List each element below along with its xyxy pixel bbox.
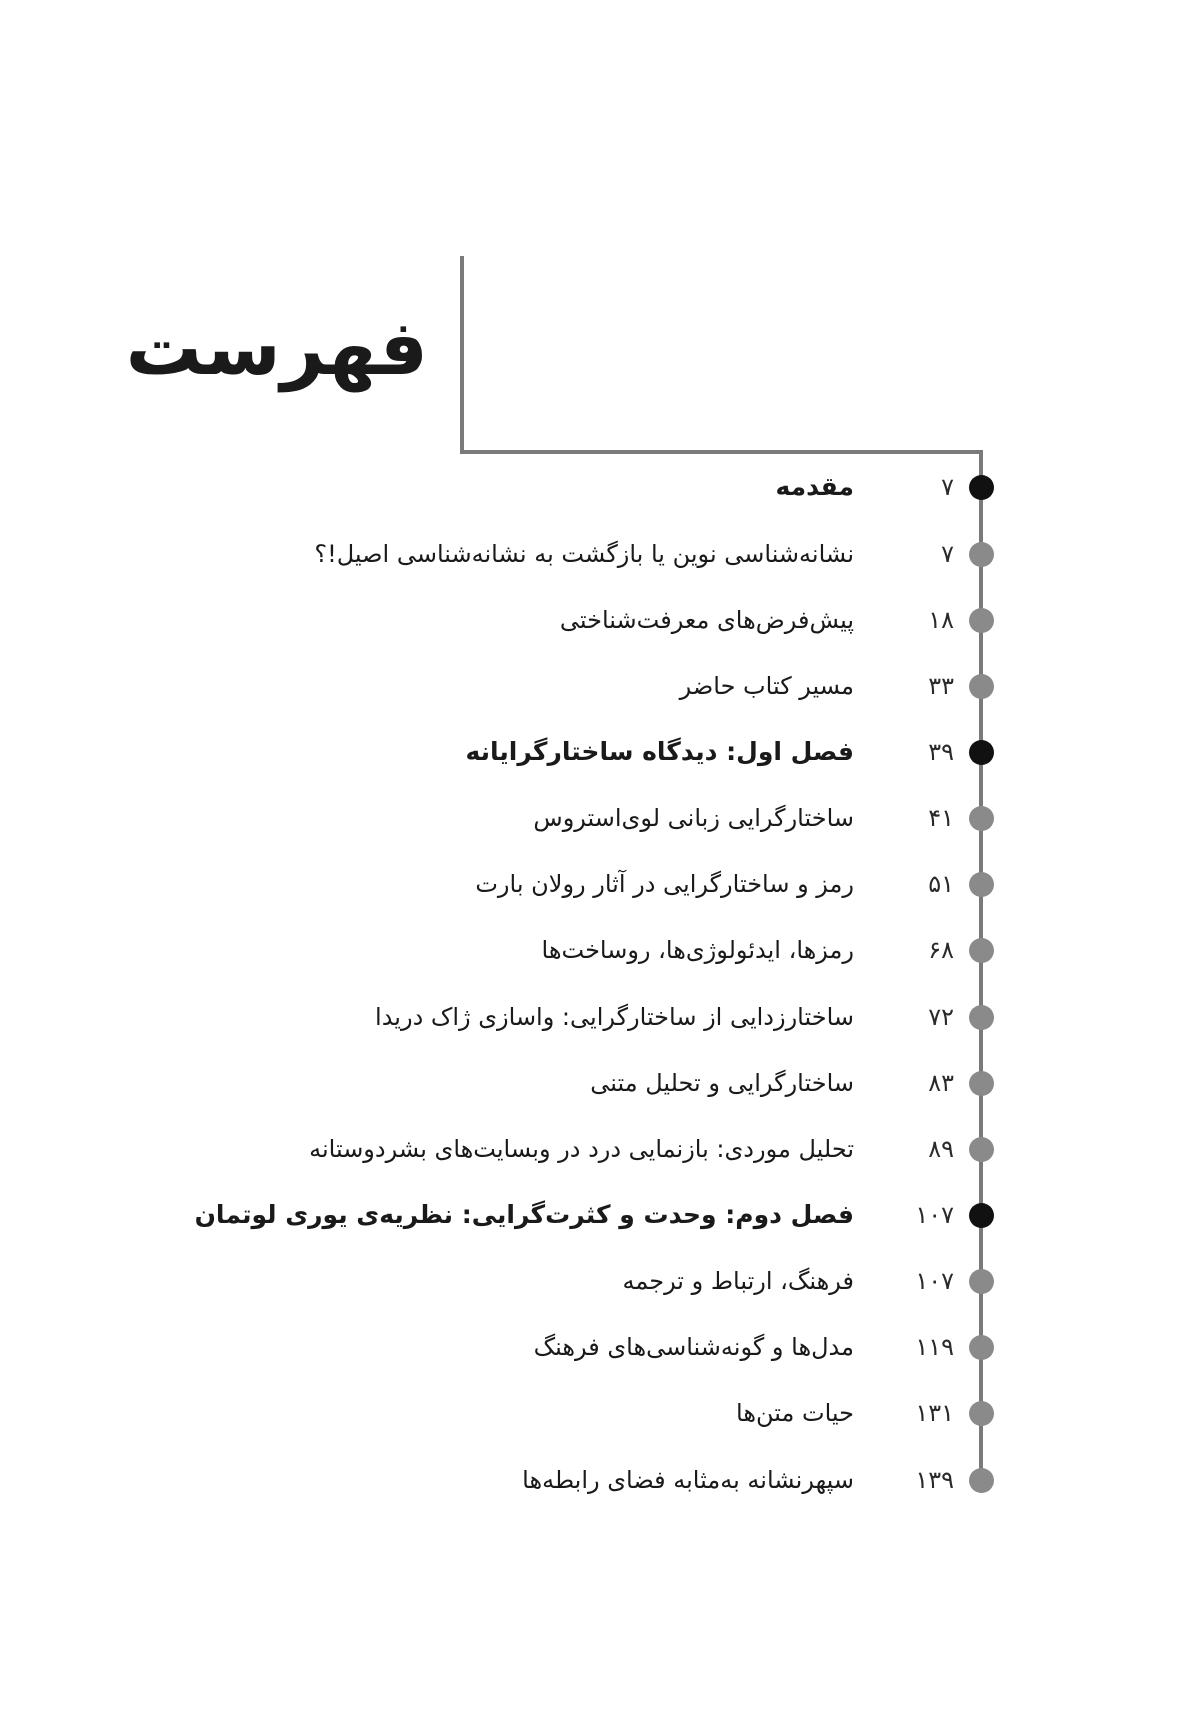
bullet-dot-icon — [969, 1005, 994, 1030]
entry-title: ساختارزدایی از ساختارگرایی: واسازی ژاک دریدا — [375, 1003, 854, 1031]
entry-page-number: ۱۰۷ — [915, 1267, 954, 1295]
toc-entry[interactable] — [0, 1190, 1182, 1240]
bullet-dot-icon — [969, 1468, 994, 1493]
toc-entry[interactable] — [0, 1322, 1182, 1372]
bullet-dot-icon — [969, 1137, 994, 1162]
bullet-dot-icon — [969, 1269, 994, 1294]
bullet-dot-icon — [969, 1071, 994, 1096]
bullet-dot-icon — [969, 806, 994, 831]
bullet-dot-icon — [969, 740, 994, 765]
entry-page-number: ۳۳ — [928, 672, 954, 700]
entry-title: رمزها، ایدئولوژی‌ها، روساخت‌ها — [541, 936, 854, 964]
entry-title: ساختارگرایی و تحلیل متنی — [590, 1069, 854, 1097]
entry-page-number: ۷ — [941, 473, 954, 501]
bullet-dot-icon — [969, 938, 994, 963]
bullet-dot-icon — [969, 872, 994, 897]
entry-title: نشانه‌شناسی نوین یا بازگشت به نشانه‌شناسی اصیل!؟ — [314, 540, 854, 568]
toc-entry[interactable] — [0, 462, 1182, 512]
toc-entry[interactable] — [0, 793, 1182, 843]
toc-entry[interactable] — [0, 859, 1182, 909]
entry-title: حیات متن‌ها — [736, 1399, 854, 1427]
toc-entry[interactable] — [0, 925, 1182, 975]
frame-vertical-line — [460, 256, 464, 452]
toc-entry[interactable] — [0, 529, 1182, 579]
bullet-dot-icon — [969, 542, 994, 567]
entry-page-number: ۷۲ — [928, 1003, 954, 1031]
entry-page-number: ۱۳۹ — [915, 1466, 954, 1494]
entry-title: رمز و ساختارگرایی در آثار رولان بارت — [475, 870, 854, 898]
entry-page-number: ۸۳ — [928, 1069, 954, 1097]
bullet-dot-icon — [969, 1401, 994, 1426]
entry-page-number: ۸۹ — [928, 1135, 954, 1163]
entry-page-number: ۱۳۱ — [915, 1399, 954, 1427]
entry-page-number: ۶۸ — [928, 936, 954, 964]
toc-entry[interactable] — [0, 595, 1182, 645]
entry-title: مدل‌ها و گونه‌شناسی‌های فرهنگ — [533, 1333, 854, 1361]
entry-page-number: ۴۱ — [928, 804, 954, 832]
bullet-dot-icon — [969, 475, 994, 500]
toc-entry[interactable] — [0, 1455, 1182, 1505]
bullet-dot-icon — [969, 674, 994, 699]
entry-page-number: ۳۹ — [928, 738, 954, 766]
entry-title: تحلیل موردی: بازنمایی درد در وبسایت‌های بشردوستانه — [309, 1135, 854, 1163]
bullet-dot-icon — [969, 608, 994, 633]
entry-title: فصل اول: دیدگاه ساختارگرایانه — [465, 737, 854, 766]
entry-page-number: ۷ — [941, 540, 954, 568]
toc-entry[interactable] — [0, 1388, 1182, 1438]
bullet-dot-icon — [969, 1335, 994, 1360]
entry-title: فصل دوم: وحدت و کثرت‌گرایی: نظریه‌ی یوری لوتمان — [194, 1200, 854, 1229]
toc-entry[interactable] — [0, 661, 1182, 711]
entry-title: پیش‌فرض‌های معرفت‌شناختی — [559, 606, 854, 634]
toc-entry[interactable] — [0, 1256, 1182, 1306]
entry-page-number: ۱۸ — [928, 606, 954, 634]
entry-title: سپهرنشانه به‌مثابه فضای رابطه‌ها — [522, 1466, 854, 1494]
toc-entry[interactable] — [0, 1124, 1182, 1174]
toc-entry[interactable] — [0, 727, 1182, 777]
entry-page-number: ۵۱ — [928, 870, 954, 898]
entry-title: مقدمه — [775, 472, 854, 501]
toc-title: فهرست — [125, 303, 428, 392]
toc-entry[interactable] — [0, 1058, 1182, 1108]
bullet-dot-icon — [969, 1203, 994, 1228]
entry-page-number: ۱۱۹ — [915, 1333, 954, 1361]
entry-title: فرهنگ، ارتباط و ترجمه — [622, 1267, 854, 1295]
entry-page-number: ۱۰۷ — [915, 1201, 954, 1229]
frame-horizontal-line — [460, 450, 983, 454]
entry-title: ساختارگرایی زبانی لوی‌استروس — [533, 804, 854, 832]
entry-title: مسیر کتاب حاضر — [679, 672, 854, 700]
toc-entry[interactable] — [0, 992, 1182, 1042]
